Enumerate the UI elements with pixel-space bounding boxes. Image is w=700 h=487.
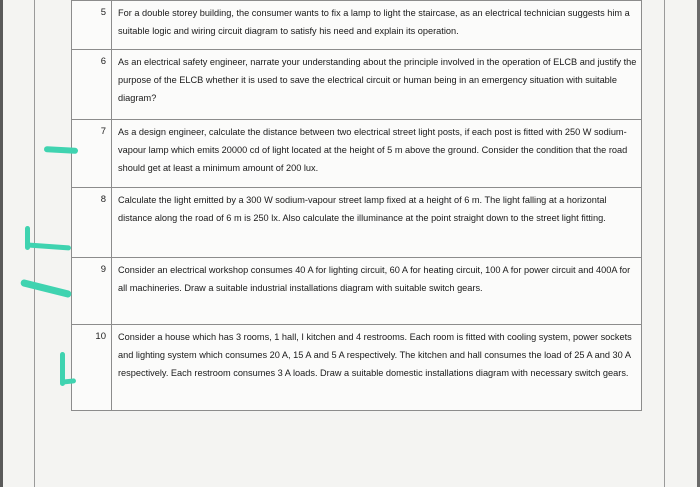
highlighter-mark <box>44 146 78 154</box>
question-row <box>72 188 642 258</box>
question-number: 7 <box>72 120 112 188</box>
question-text: Consider a house which has 3 rooms, 1 hall, I kitchen and 4 restrooms. Each room is fitted with cooling system, power sockets and lighting system which consumes 20 A, 15 A and 5 A respectively. The kitchen and hall consumes the load of 25 A and 30 A respectively. Each restroom consumes 3 A loads. Draw a suitable domestic installations diagram with necessary switch gears. <box>112 325 642 411</box>
question-text: Calculate the light emitted by a 300 W sodium-vapour street lamp fixed at a height of 6 m. The light falling at a horizontal distance along the road of 6 m is 250 lx. Also calculate the illuminance at the point straight down to the street light fitting. <box>112 188 642 258</box>
margin-line-right <box>664 0 665 487</box>
question-row <box>72 120 642 188</box>
question-row <box>72 50 642 120</box>
question-number: 6 <box>72 50 112 120</box>
question-row <box>72 258 642 325</box>
question-text: As a design engineer, calculate the distance between two electrical street light posts, if each post is fitted with 250 W sodium-vapour lamp which emits 20000 cd of light located at the height of 5 m above the ground. Consider the condition that the road should get at least a minimum amount of 200 lux. <box>112 120 642 188</box>
question-number: 9 <box>72 258 112 325</box>
question-number: 5 <box>72 1 112 50</box>
question-row <box>72 325 642 411</box>
question-table <box>71 0 642 411</box>
question-number: 8 <box>72 188 112 258</box>
page-edge-left <box>0 0 3 487</box>
question-text: For a double storey building, the consumer wants to fix a lamp to light the staircase, as an electrical technician suggests him a suitable logic and wiring circuit diagram to satisfy his need and explain its operation. <box>112 1 642 50</box>
question-text: As an electrical safety engineer, narrate your understanding about the principle involved in the operation of ELCB and justify the purpose of the ELCB whether it is used to save the electrical circuit or human being in an emergency situation with suitable diagram? <box>112 50 642 120</box>
question-text: Consider an electrical workshop consumes 40 A for lighting circuit, 60 A for heating circuit, 100 A for power circuit and 400A for all machineries. Draw a suitable industrial installations diagram with suitable switch gears. <box>112 258 642 325</box>
question-row <box>72 1 642 50</box>
question-number: 10 <box>72 325 112 411</box>
highlighter-mark <box>20 279 72 298</box>
